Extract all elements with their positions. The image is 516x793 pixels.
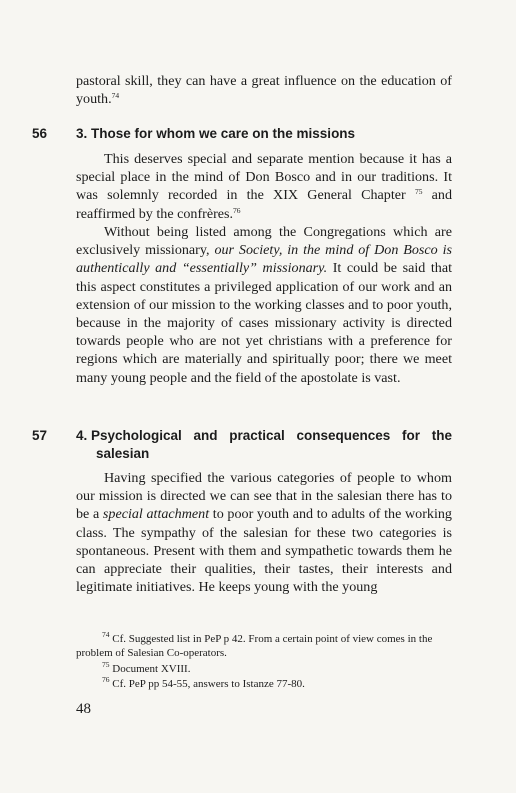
section-heading-56: 3. Those for whom we care on the missions [76,126,356,141]
emphasis-text: our Society, in the mind of Don Bosco is authentically and “essentially” missionary. [76,242,452,277]
footnote-74: $^{74}$ Cf. Suggested list in PeP p 42. From a certain point of view comes in the problem of Salesian Co-operators. [76,630,433,660]
section-57-paragraph-1: Having specified the various categories of people to whom our mission is directed we can see that in the salesian there has to be a special attachment to poor youth and to adults of the working class. The sympathy of the salesian for these two categories is spontaneous. Present with them and sympathetic towards them he can appreciate their qualities, their tastes, their interests and legitimate initiatives. He keeps young with the young [76,470,452,596]
footnote-75: $^{75}$ Document XVIII. [102,660,191,675]
heading-line-2: salesian [96,445,150,461]
footnote-76: $^{76}$ Cf. PeP pp 54-55, answers to Istanze 77-80. [102,675,305,690]
footnote-ref-75: 75 [414,187,423,197]
section-heading-57 [76,427,452,462]
heading-line-1: 4. Psychological and practical consequences for the [76,428,452,443]
section-number-56: 56 [32,126,48,141]
continued-paragraph: pastoral skill, they can have a great influence on the education of youth.$^{74}$ [76,73,452,108]
emphasis-text: special attachment [102,506,210,523]
page-number: 48 [76,701,91,717]
section-56-paragraph-2: Without being listed among the Congregations which are exclusively missionary, our Society, in the mind of Don Bosco is authentically and “essentially” missionary. It could be said that this aspect constitutes a privileged application of our work and an extension of our mission to the working classes and to poor youth, because in the majority of cases missionary activity is directed towards people who are not yet christians with a preference for regions which are materially and spiritually poor; there we meet many young people and the field of the apostolate is vast. [76,224,452,386]
section-number-57: 57 [32,428,48,443]
section-56-paragraph-1: This deserves special and separate mention because it has a special place in the mind of Don Bosco and in our traditions. It was solemnly recorded in the XIX General Chapter $^{75}$ and reaffirmed by the confrères.$^{76}$ [76,151,452,222]
footnote-ref-74: 74 [111,91,120,101]
footnote-ref-76: 76 [233,205,241,215]
